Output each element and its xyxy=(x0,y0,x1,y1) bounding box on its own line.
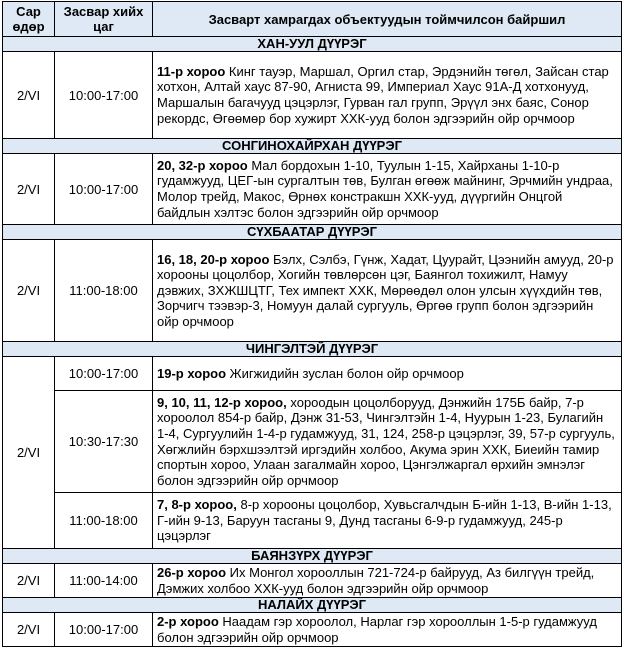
date-cell: 2/VI xyxy=(3,613,55,647)
table-row xyxy=(3,391,622,493)
location-cell xyxy=(153,357,622,391)
location-cell xyxy=(153,391,622,493)
khoroo-label: 26-р хороо xyxy=(157,564,227,580)
table-row xyxy=(3,564,622,598)
date-cell: 2/VI xyxy=(3,52,55,139)
district-name: ХАН-УУЛ ДҮҮРЭГ xyxy=(3,37,622,52)
khoroo-label: 11-р хороо xyxy=(157,63,226,79)
district-row xyxy=(3,342,622,357)
location-text: Кинг тауэр, Маршал, Оргил стар, Эрдэнийн төгөл, Зайсан стар хотхон, Алтай хаус 87-90, Агниста 99, Империал Хаус 91А-Д хотхонууд, Маршалын багачууд цэцэрлэг, Гурван гал групп, Эрүүл энх баяс, Сонор рекордс, Өгөөмөр бор хужирт ХХК-ууд болон эдгээрийн ойр орчмоор xyxy=(157,63,609,126)
table-row xyxy=(3,493,622,549)
khoroo-label: 2-р хороо xyxy=(157,613,219,629)
header-location: Засварт хамрагдах объектуудын тоймчилсон байршил xyxy=(153,2,622,37)
district-name: БАЯНЗҮРХ ДҮҮРЭГ xyxy=(3,549,622,564)
district-row xyxy=(3,37,622,52)
khoroo-label: 16, 18, 20-р хороо xyxy=(157,251,270,267)
time-cell: 10:00-17:00 xyxy=(55,613,153,647)
date-cell: 2/VI xyxy=(3,564,55,598)
table-row xyxy=(3,357,622,391)
time-cell: 10:00-17:00 xyxy=(55,357,153,391)
location-text: хороодын цоцолборууд, Дэнжийн 175Б байр, 7-р хороолол 854-р байр, Дэнж 31-53, Чингэлтэйн 1-4, Нуурын 1-23, Булагийн 1-4, Сургуулийн 1-4-р гудамжууд, 31, 124, 258-р цэцэрлэг, 39, 57-р сургууль, Хөгжлийн бэрхшээлтэй иргэдийн холбоо, Акума эрин ХХК, Биеийн тамир спортын хороо, Улаан загалмайн хороо, Цэнгэлжаргал өрхийн эмнэлэг болон эдгээрийн ойр орчмоор xyxy=(157,394,615,488)
district-row xyxy=(3,598,622,613)
location-cell xyxy=(153,493,622,549)
district-row xyxy=(3,225,622,240)
date-cell: 2/VI xyxy=(3,154,55,225)
district-name: СОНГИНОХАЙРХАН ДҮҮРЭГ xyxy=(3,139,622,154)
header-date: Сар өдөр xyxy=(3,2,55,37)
location-cell xyxy=(153,52,622,139)
location-cell xyxy=(153,564,622,598)
header-time: Засвар хийх цаг xyxy=(55,2,153,37)
khoroo-label: 7, 8-р хороо, xyxy=(157,497,237,513)
outage-schedule-table xyxy=(2,1,622,647)
khoroo-label: 20, 32-р хороо xyxy=(157,157,248,173)
district-name: НАЛАЙХ ДҮҮРЭГ xyxy=(3,598,622,613)
time-cell: 11:00-14:00 xyxy=(55,564,153,598)
table-row xyxy=(3,154,622,225)
time-cell: 11:00-18:00 xyxy=(55,240,153,342)
district-name: ЧИНГЭЛТЭЙ ДҮҮРЭГ xyxy=(3,342,622,357)
location-text: Их Монгол хорооллын 721-724-р байрууд, Аз билгүүн трейд, Дэмжих холбоо ХХК-ууд болон эдгээрийн ойр орчмоор xyxy=(157,564,595,596)
district-row xyxy=(3,549,622,564)
district-row xyxy=(3,139,622,154)
location-cell xyxy=(153,613,622,647)
table-header-row xyxy=(3,2,622,37)
district-name: СҮХБААТАР ДҮҮРЭГ xyxy=(3,225,622,240)
location-text: Жигжидийн зуслан болон ойр орчмоор xyxy=(229,365,464,381)
location-cell xyxy=(153,240,622,342)
time-cell: 10:00-17:00 xyxy=(55,52,153,139)
location-text: Мал бордохын 1-10, Туулын 1-15, Хайрханы 1-10-р гудамжууд, ЦЕГ-ын сургалтын төв, Булган өгөөж майнинг, Эрчмийн ундраа, Молор трейд, Макос, Өрнөх констракшн ХХК-ууд, дүүргийн Онцгой байдлын хэлтэс болон эдгээрийн ойр орчмоор xyxy=(157,157,613,220)
location-text: Наадам гэр хороолол, Нарлаг гэр хорооллын 1-5-р гудамжууд болон эдгээрийн ойр орчмоор xyxy=(157,613,597,645)
khoroo-label: 9, 10, 11, 12-р хороо, xyxy=(157,394,287,410)
date-cell: 2/VI xyxy=(3,357,55,549)
time-cell: 11:00-18:00 xyxy=(55,493,153,549)
table-row xyxy=(3,613,622,647)
location-text: Бэлх, Сэлбэ, Гүнж, Хадат, Цуурайт, Цээнийн амууд, 20-р хорооны цоцолбор, Хогийн төвлөрсөн цэг, Баянгол тохижилт, Намуу дэвжих, ЗХЖШЦТГ, Тех импект ХХК, Мөрөөдөл олон улсын хүүхдийн төв, Зорчигч тээвэр-3, Номуун далай сургууль, Өргөө групп болон эдгээрийн ойр орчмоор xyxy=(157,251,614,329)
time-cell: 10:30-17:30 xyxy=(55,391,153,493)
khoroo-label: 19-р хороо xyxy=(157,365,227,381)
time-cell: 10:00-17:00 xyxy=(55,154,153,225)
date-cell: 2/VI xyxy=(3,240,55,342)
location-text: 8-р хорооны цоцолбор, Хувьсгалчдын Б-ийн 1-13, В-ийн 1-13, Г-ийн 9-13, Баруун тасганы 9, Дунд тасганы 6-9-р гудамжууд, 245-р цэцэрлэг xyxy=(157,497,612,544)
location-cell xyxy=(153,154,622,225)
table-row xyxy=(3,52,622,139)
table-row xyxy=(3,240,622,342)
